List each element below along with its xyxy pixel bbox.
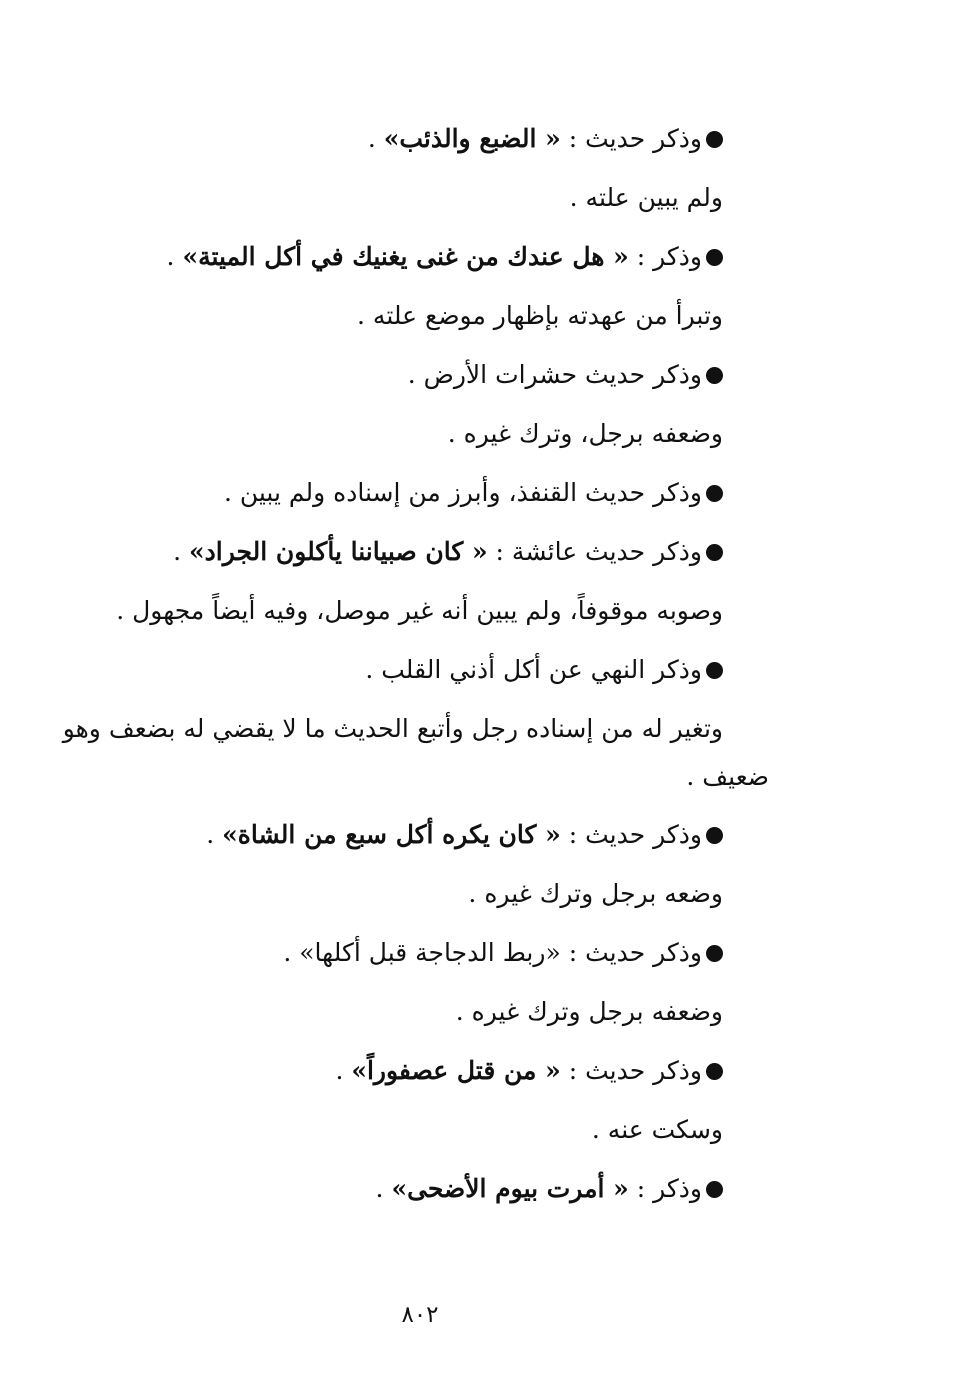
entry-prefix: وذكر حديث : «ربط الدجاجة قبل أكلها» . xyxy=(283,938,702,967)
hadith-title: « الضبع والذئب» xyxy=(383,124,561,153)
bullet-icon xyxy=(706,485,723,502)
entry-prefix: وذكر : xyxy=(628,242,702,271)
entry-suffix: . xyxy=(375,1174,392,1203)
entry-prefix: وذكر حديث عائشة : xyxy=(487,537,702,566)
entry-sheep-parts xyxy=(206,815,723,855)
entry-suffix: . xyxy=(335,1056,352,1085)
entry-adha xyxy=(376,1169,723,1209)
entry-heart-ears xyxy=(365,650,723,690)
bullet-icon xyxy=(706,662,723,679)
entry-suffix: . xyxy=(367,124,384,153)
entry-prefix: وذكر النهي عن أكل أذني القلب . xyxy=(365,655,702,684)
bullet-icon xyxy=(706,945,723,962)
comment-line: وتبرأ من عهدته بإظهار موضع علته . xyxy=(357,301,723,330)
comment-paragraph-tail: ضعيف . xyxy=(686,762,769,791)
entry-suffix: . xyxy=(166,242,183,271)
comment-line: ولم يبين علته . xyxy=(569,183,723,212)
entry-hyena-wolf xyxy=(368,119,723,159)
hadith-title: « كان يكره أكل سبع من الشاة» xyxy=(222,820,561,849)
entry-hedgehog xyxy=(224,473,723,513)
entry-prefix: وذكر : xyxy=(628,1174,702,1203)
entry-prefix: وذكر حديث حشرات الأرض . xyxy=(407,360,702,389)
entry-carrion xyxy=(167,237,723,277)
entry-prefix: وذكر حديث القنفذ، وأبرز من إسناده ولم يبين . xyxy=(223,478,702,507)
hadith-title: « كان صبياننا يأكلون الجراد» xyxy=(188,537,488,566)
comment-line: وصوبه موقوفاً، ولم يبين أنه غير موصل، وفيه أيضاً مجهول . xyxy=(116,596,723,625)
bullet-icon xyxy=(706,544,723,561)
comment-line: وضعفه برجل وترك غيره . xyxy=(455,997,723,1026)
comment-line: وضعفه برجل، وترك غيره . xyxy=(447,419,723,448)
hadith-title: « من قتل عصفوراً» xyxy=(351,1056,561,1085)
bullet-icon xyxy=(706,249,723,266)
hadith-title: « أمرت بيوم الأضحى» xyxy=(391,1174,629,1203)
entry-suffix: . xyxy=(173,537,189,566)
entry-sparrow xyxy=(335,1051,723,1091)
entry-locusts xyxy=(173,532,723,572)
page-number: ٨٠٢ xyxy=(401,1302,439,1328)
entry-suffix: . xyxy=(206,820,223,849)
entry-insects xyxy=(408,355,723,395)
comment-line: وسكت عنه . xyxy=(591,1115,723,1144)
bullet-icon xyxy=(706,1063,723,1080)
bullet-icon xyxy=(706,367,723,384)
entry-prefix: وذكر حديث : xyxy=(560,1056,702,1085)
comment-line: وضعه برجل وترك غيره . xyxy=(468,879,723,908)
hadith-title: « هل عندك من غنى يغنيك في أكل الميتة» xyxy=(182,242,629,271)
entry-prefix: وذكر حديث : xyxy=(560,820,702,849)
bullet-icon xyxy=(706,1181,723,1198)
entry-prefix: وذكر حديث : xyxy=(560,124,702,153)
comment-paragraph: وتغير له من إسناده رجل وأتبع الحديث ما لا يقضي له بضعف وهو xyxy=(62,714,723,743)
bullet-icon xyxy=(706,131,723,148)
bullet-icon xyxy=(706,827,723,844)
entry-chicken xyxy=(283,933,723,973)
